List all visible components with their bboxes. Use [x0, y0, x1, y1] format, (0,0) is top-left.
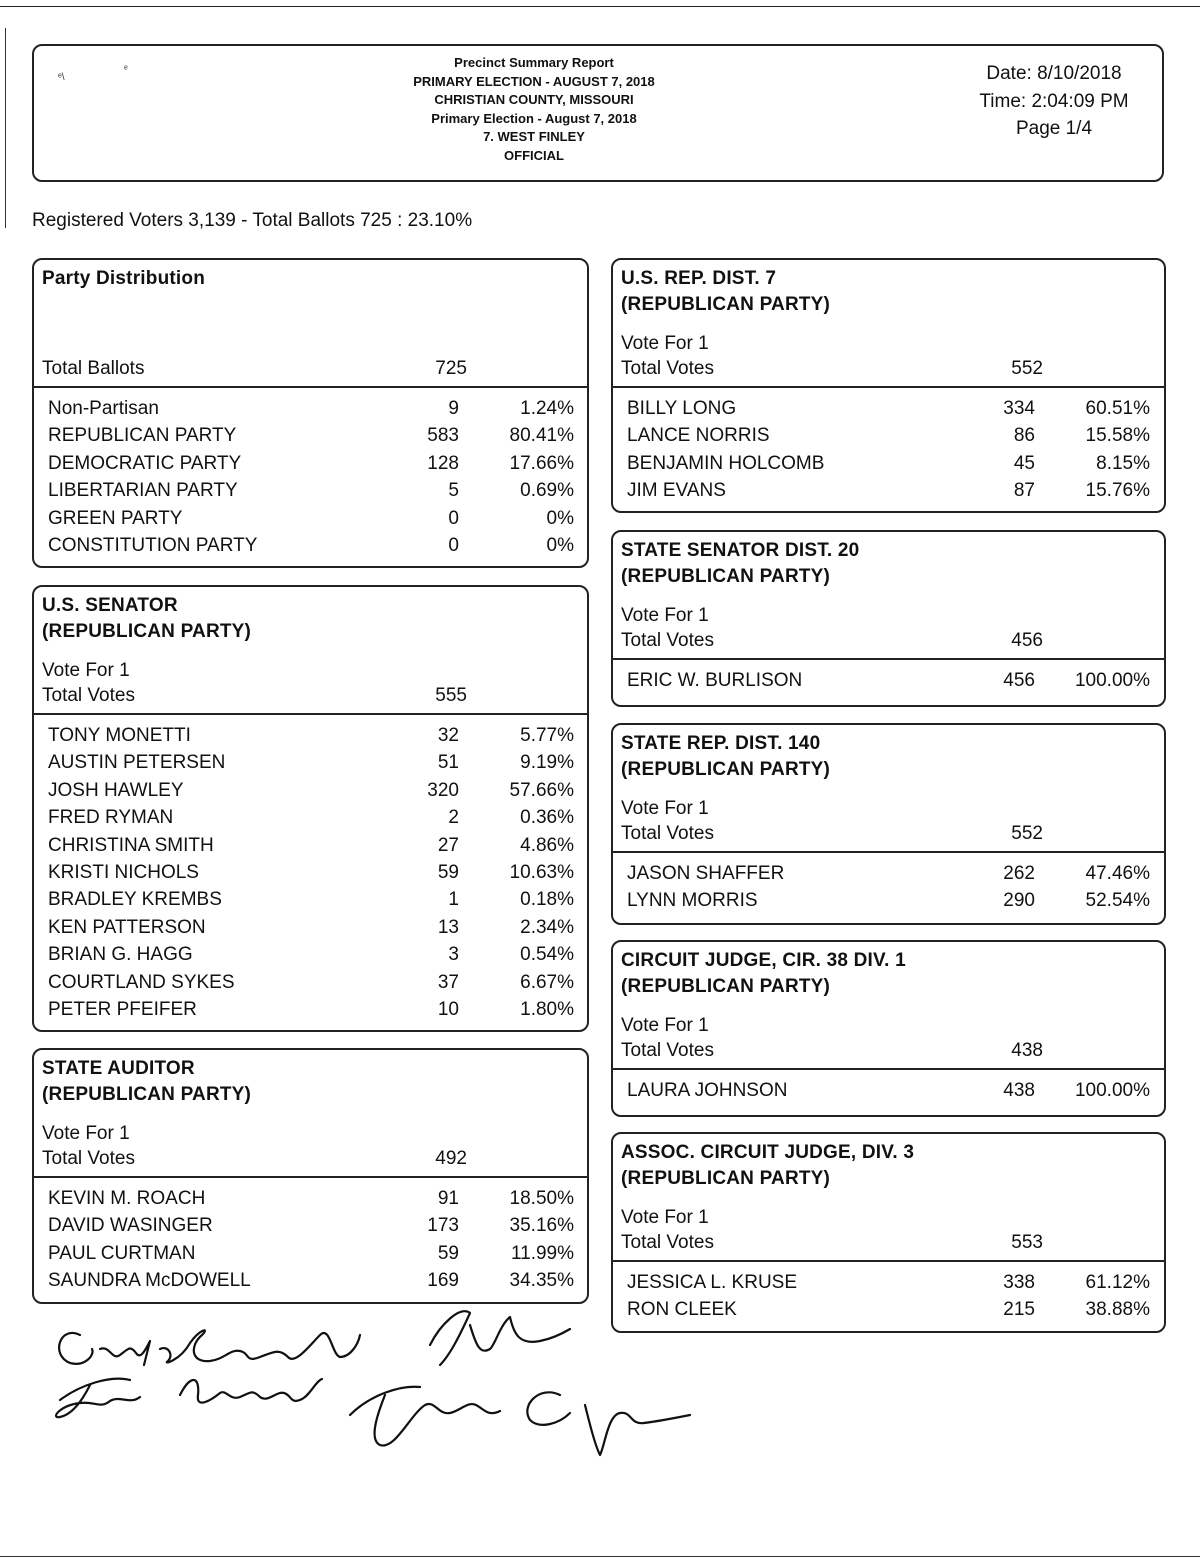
candidate-name: GREEN PARTY [48, 507, 183, 529]
box-title: Party Distribution [42, 268, 206, 289]
result-row [613, 422, 1164, 449]
signature-1 [59, 1330, 360, 1365]
report-title-block [314, 54, 754, 165]
candidate-name: LIBERTARIAN PARTY [48, 480, 238, 502]
official-label: OFFICIAL [504, 147, 564, 163]
total-value: 725 [435, 358, 467, 379]
vote-count: 215 [1003, 1299, 1035, 1321]
result-row [34, 886, 587, 913]
result-row [34, 395, 587, 422]
vote-percentage: 0.69% [520, 480, 574, 502]
total-row [621, 628, 1164, 654]
handwritten-signatures [40, 1305, 720, 1465]
result-row [613, 887, 1164, 914]
county-name: CHRISTIAN COUNTY, MISSOURI [434, 92, 634, 107]
result-row [34, 477, 587, 504]
result-row [34, 804, 587, 831]
vote-for: Vote For 1 [621, 798, 709, 819]
vote-percentage: 52.54% [1085, 890, 1150, 912]
candidate-name: KRISTI NICHOLS [48, 861, 199, 883]
scan-bottom-border [0, 1556, 1200, 1557]
result-rows [34, 1178, 587, 1295]
result-rows [613, 388, 1164, 505]
vote-for: Vote For 1 [621, 1207, 709, 1228]
vote-count: 334 [1003, 398, 1035, 419]
vote-percentage: 61.12% [1085, 1272, 1150, 1293]
report-meta [954, 60, 1154, 143]
contest-title: U.S. SENATOR [42, 595, 178, 616]
us-rep-box [611, 258, 1166, 513]
result-rows [34, 715, 587, 1023]
vote-percentage: 100.00% [1074, 1080, 1150, 1101]
vote-count: 128 [427, 452, 459, 474]
registered-voters-summary: Registered Voters 3,139 - Total Ballots 725 : 23.10% [32, 210, 473, 231]
total-label: Total Votes [621, 1040, 714, 1061]
vote-percentage: 80.41% [509, 425, 574, 447]
candidate-name: AUSTIN PETERSEN [48, 752, 226, 774]
result-rows [613, 1070, 1164, 1104]
candidate-name: LYNN MORRIS [627, 890, 758, 912]
vote-percentage: 8.15% [1096, 452, 1150, 474]
result-row [613, 1269, 1164, 1296]
candidate-name: BILLY LONG [627, 398, 737, 419]
total-row [42, 1146, 587, 1172]
result-row [34, 505, 587, 532]
vote-count: 27 [437, 834, 459, 856]
candidate-name: CONSTITUTION PARTY [48, 534, 258, 556]
circuit-judge-box [611, 940, 1166, 1117]
total-label: Total Ballots [42, 358, 145, 379]
result-row [34, 749, 587, 776]
vote-percentage: 15.58% [1085, 425, 1150, 447]
vote-percentage: 10.63% [509, 861, 574, 883]
candidate-name: TONY MONETTI [48, 725, 191, 746]
contest-party: (REPUBLICAN PARTY) [621, 294, 831, 315]
vote-percentage: 5.77% [520, 725, 574, 746]
scan-left-mark [5, 28, 6, 228]
vote-count: 51 [437, 752, 459, 774]
total-value: 456 [1011, 630, 1043, 651]
result-row [613, 450, 1164, 477]
candidate-name: Non-Partisan [48, 398, 159, 419]
vote-percentage: 57.66% [509, 779, 574, 801]
vote-for: Vote For 1 [621, 333, 709, 354]
vote-for: Vote For 1 [621, 605, 709, 626]
vote-count: 262 [1003, 863, 1035, 884]
candidate-name: CHRISTINA SMITH [48, 834, 214, 856]
candidate-name: BRIAN G. HAGG [48, 944, 193, 966]
total-label: Total Votes [621, 358, 714, 379]
result-row [34, 1212, 587, 1239]
vote-count: 338 [1003, 1272, 1035, 1293]
total-label: Total Votes [621, 630, 714, 651]
vote-count: 13 [437, 916, 459, 938]
total-value: 553 [1011, 1232, 1043, 1253]
state-rep-box [611, 723, 1166, 925]
candidate-name: JOSH HAWLEY [48, 779, 184, 801]
vote-count: 583 [427, 425, 459, 447]
vote-percentage: 18.50% [509, 1188, 574, 1209]
party-distribution-box [32, 258, 589, 568]
contest-title: STATE AUDITOR [42, 1058, 195, 1079]
vote-percentage: 34.35% [509, 1270, 574, 1292]
vote-count: 9 [448, 398, 459, 419]
vote-count: 173 [427, 1215, 459, 1237]
vote-percentage: 1.80% [520, 998, 574, 1020]
stray-mark: ᵉ\ [58, 72, 65, 83]
candidate-name: KEN PATTERSON [48, 916, 206, 938]
vote-percentage: 6.67% [520, 971, 574, 993]
result-row [34, 969, 587, 996]
vote-count: 438 [1003, 1080, 1035, 1101]
result-row [613, 395, 1164, 422]
vote-count: 10 [437, 998, 459, 1020]
result-row [34, 1267, 587, 1294]
report-title: Precinct Summary Report [454, 55, 614, 70]
result-row [613, 1077, 1164, 1104]
vote-count: 3 [448, 944, 459, 966]
state-auditor-box [32, 1048, 589, 1304]
result-row [34, 450, 587, 477]
vote-percentage: 9.19% [520, 752, 574, 774]
result-row [34, 941, 587, 968]
assoc-judge-box [611, 1132, 1166, 1333]
signature-4 [350, 1387, 690, 1455]
candidate-name: BENJAMIN HOLCOMB [627, 452, 825, 474]
result-row [34, 532, 587, 559]
result-row [34, 777, 587, 804]
candidate-name: JESSICA L. KRUSE [627, 1272, 798, 1293]
vote-count: 86 [1013, 425, 1035, 447]
vote-count: 0 [448, 507, 459, 529]
report-date: Date: 8/10/2018 [986, 63, 1122, 84]
candidate-name: JASON SHAFFER [627, 863, 785, 884]
vote-percentage: 0.18% [520, 889, 574, 911]
total-value: 492 [435, 1148, 467, 1169]
candidate-name: REPUBLICAN PARTY [48, 425, 237, 447]
total-row [42, 683, 587, 709]
vote-for: Vote For 1 [42, 660, 130, 681]
vote-count: 5 [448, 480, 459, 502]
result-row [34, 914, 587, 941]
vote-count: 169 [427, 1270, 459, 1292]
signature-3 [430, 1311, 570, 1365]
candidate-name: DAVID WASINGER [48, 1215, 213, 1237]
vote-count: 290 [1003, 890, 1035, 912]
vote-count: 320 [427, 779, 459, 801]
total-label: Total Votes [42, 685, 135, 706]
total-row [42, 356, 587, 382]
result-row [34, 1185, 587, 1212]
us-senator-box [32, 585, 589, 1032]
vote-count: 45 [1013, 452, 1035, 474]
result-row [34, 1240, 587, 1267]
contest-party: (REPUBLICAN PARTY) [42, 1084, 252, 1105]
total-row [621, 356, 1164, 382]
vote-percentage: 11.99% [510, 1242, 574, 1264]
vote-percentage: 47.46% [1085, 863, 1150, 884]
total-value: 438 [1011, 1040, 1043, 1061]
precinct-name: 7. WEST FINLEY [483, 129, 585, 144]
candidate-name: COURTLAND SYKES [48, 971, 235, 993]
vote-percentage: 60.51% [1085, 398, 1150, 419]
vote-percentage: 0.54% [520, 944, 574, 966]
result-row [613, 477, 1164, 504]
vote-percentage: 100.00% [1074, 670, 1150, 691]
vote-count: 0 [448, 534, 459, 556]
vote-percentage: 17.66% [509, 452, 574, 474]
vote-count: 91 [437, 1188, 459, 1209]
vote-percentage: 0.36% [520, 807, 574, 829]
page-number: Page 1/4 [1015, 118, 1093, 139]
total-label: Total Votes [621, 823, 714, 844]
vote-percentage: 38.88% [1085, 1299, 1150, 1321]
vote-count: 32 [437, 725, 459, 746]
vote-percentage: 1.24% [520, 398, 574, 419]
result-row [34, 722, 587, 749]
vote-percentage: 15.76% [1085, 480, 1150, 502]
candidate-name: SAUNDRA McDOWELL [48, 1270, 251, 1292]
vote-percentage: 0% [546, 507, 574, 529]
state-senator-box [611, 530, 1166, 707]
vote-count: 87 [1013, 480, 1035, 502]
vote-for: Vote For 1 [42, 1123, 130, 1144]
vote-for: Vote For 1 [621, 1015, 709, 1036]
candidate-name: PAUL CURTMAN [48, 1242, 196, 1264]
candidate-name: RON CLEEK [627, 1299, 737, 1321]
contest-title: CIRCUIT JUDGE, CIR. 38 DIV. 1 [621, 950, 906, 971]
result-rows [613, 853, 1164, 915]
candidate-name: KEVIN M. ROACH [48, 1188, 206, 1209]
total-value: 555 [435, 685, 467, 706]
total-label: Total Votes [621, 1232, 714, 1253]
vote-count: 37 [437, 971, 459, 993]
candidate-name: PETER PFEIFER [48, 998, 197, 1020]
candidate-name: LAURA JOHNSON [627, 1080, 788, 1101]
result-rows [34, 388, 587, 559]
vote-percentage: 4.86% [520, 834, 574, 856]
vote-count: 456 [1003, 670, 1035, 691]
result-row [613, 860, 1164, 887]
scan-top-border [0, 0, 1200, 7]
total-row [621, 821, 1164, 847]
contest-party: (REPUBLICAN PARTY) [621, 1168, 831, 1189]
candidate-name: ERIC W. BURLISON [627, 670, 803, 691]
signature-2 [56, 1379, 322, 1417]
election-subtitle: Primary Election - August 7, 2018 [431, 110, 637, 126]
result-rows [613, 660, 1164, 694]
contest-title: STATE SENATOR DIST. 20 [621, 540, 860, 561]
contest-party: (REPUBLICAN PARTY) [621, 566, 831, 587]
result-row [34, 996, 587, 1023]
candidate-name: FRED RYMAN [48, 807, 174, 829]
total-row [621, 1230, 1164, 1256]
contest-party: (REPUBLICAN PARTY) [42, 621, 252, 642]
vote-percentage: 2.34% [520, 916, 574, 938]
result-row [34, 859, 587, 886]
vote-count: 2 [448, 807, 459, 829]
stray-mark: ᵉ [124, 64, 128, 75]
contest-title: STATE REP. DIST. 140 [621, 733, 821, 754]
candidate-name: DEMOCRATIC PARTY [48, 452, 242, 474]
result-row [613, 667, 1164, 694]
result-row [34, 832, 587, 859]
candidate-name: LANCE NORRIS [627, 425, 770, 447]
vote-percentage: 35.16% [509, 1215, 574, 1237]
result-row [34, 422, 587, 449]
total-row [621, 1038, 1164, 1064]
contest-title: ASSOC. CIRCUIT JUDGE, DIV. 3 [621, 1142, 915, 1163]
vote-count: 59 [437, 1242, 459, 1264]
vote-count: 1 [448, 889, 459, 911]
report-header [32, 44, 1164, 182]
contest-party: (REPUBLICAN PARTY) [621, 976, 831, 997]
candidate-name: JIM EVANS [627, 480, 726, 502]
contest-party: (REPUBLICAN PARTY) [621, 759, 831, 780]
candidate-name: BRADLEY KREMBS [48, 889, 222, 911]
total-label: Total Votes [42, 1148, 135, 1169]
vote-percentage: 0% [546, 534, 574, 556]
election-name: PRIMARY ELECTION - AUGUST 7, 2018 [413, 73, 655, 89]
contest-title: U.S. REP. DIST. 7 [621, 268, 777, 289]
total-value: 552 [1011, 823, 1043, 844]
total-value: 552 [1011, 358, 1043, 379]
report-time: Time: 2:04:09 PM [979, 90, 1129, 112]
vote-count: 59 [437, 861, 459, 883]
